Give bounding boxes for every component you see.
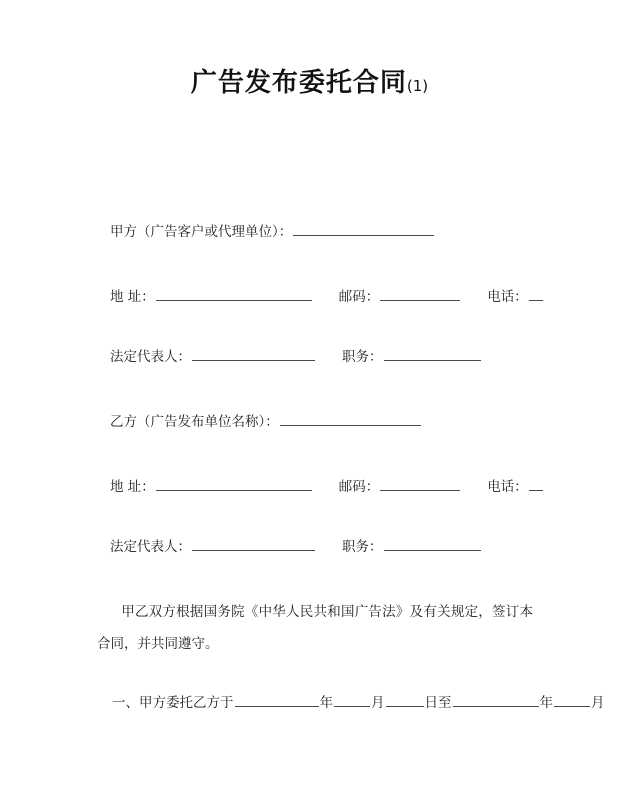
clause-1-text: 甲方委托乙方于 (139, 695, 234, 711)
party-a-input[interactable] (293, 221, 434, 236)
zip-b-input[interactable] (380, 476, 460, 491)
address-b-label: 地 址： (110, 479, 155, 495)
party-a-label: 甲方（广告客户或代理单位）： (110, 224, 293, 240)
clause-1-month-2-unit: 月 (591, 695, 605, 711)
zip-a-input[interactable] (380, 286, 460, 301)
field-row-address-a (110, 286, 544, 307)
representative-a-input[interactable] (192, 346, 315, 361)
field-row-representative-a (110, 346, 482, 367)
page-title-suffix: (1) (406, 77, 429, 95)
clause-1-month-1-unit: 月 (371, 695, 385, 711)
address-b-input[interactable] (156, 476, 312, 491)
phone-b-label: 电话： (487, 479, 528, 495)
clause-1-year-1-input[interactable] (235, 692, 319, 707)
field-row-party-b (110, 411, 422, 432)
position-a-input[interactable] (384, 346, 481, 361)
phone-b-input[interactable] (529, 476, 543, 491)
preamble-paragraph (97, 596, 533, 660)
clause-1-month-2-input[interactable] (554, 692, 590, 707)
clause-1-day-unit: 日至 (424, 695, 452, 711)
address-a-input[interactable] (156, 286, 312, 301)
address-a-label: 地 址： (110, 289, 155, 305)
clause-1-year-1-unit: 年 (319, 695, 333, 711)
party-b-input[interactable] (280, 411, 421, 426)
field-row-representative-b (110, 536, 482, 557)
field-row-address-b (110, 476, 544, 497)
zip-b-label: 邮码： (338, 479, 380, 495)
phone-a-label: 电话： (487, 289, 528, 305)
party-b-label: 乙方（广告发布单位名称）： (110, 414, 279, 430)
phone-a-input[interactable] (529, 286, 543, 301)
position-b-input[interactable] (384, 536, 481, 551)
representative-a-label: 法定代表人： (110, 349, 191, 365)
clause-1-month-1-input[interactable] (334, 692, 370, 707)
clause-1-number: 一、 (112, 695, 139, 711)
field-row-party-a (110, 221, 435, 242)
representative-b-label: 法定代表人： (110, 539, 191, 555)
page-title-main: 广告发布委托合同 (190, 68, 407, 98)
position-b-label: 职务： (342, 539, 383, 555)
clause-1-year-2-unit: 年 (539, 695, 553, 711)
representative-b-input[interactable] (192, 536, 315, 551)
clause-1-year-2-input[interactable] (453, 692, 539, 707)
position-a-label: 职务： (342, 349, 383, 365)
clause-1-day-input[interactable] (386, 692, 424, 707)
clause-row-1 (112, 692, 605, 713)
preamble-text: 甲乙双方根据国务院《中华人民共和国广告法》及有关规定，签订本合同，并共同遵守。 (97, 604, 533, 652)
zip-a-label: 邮码： (338, 289, 380, 305)
page-title (0, 62, 619, 99)
